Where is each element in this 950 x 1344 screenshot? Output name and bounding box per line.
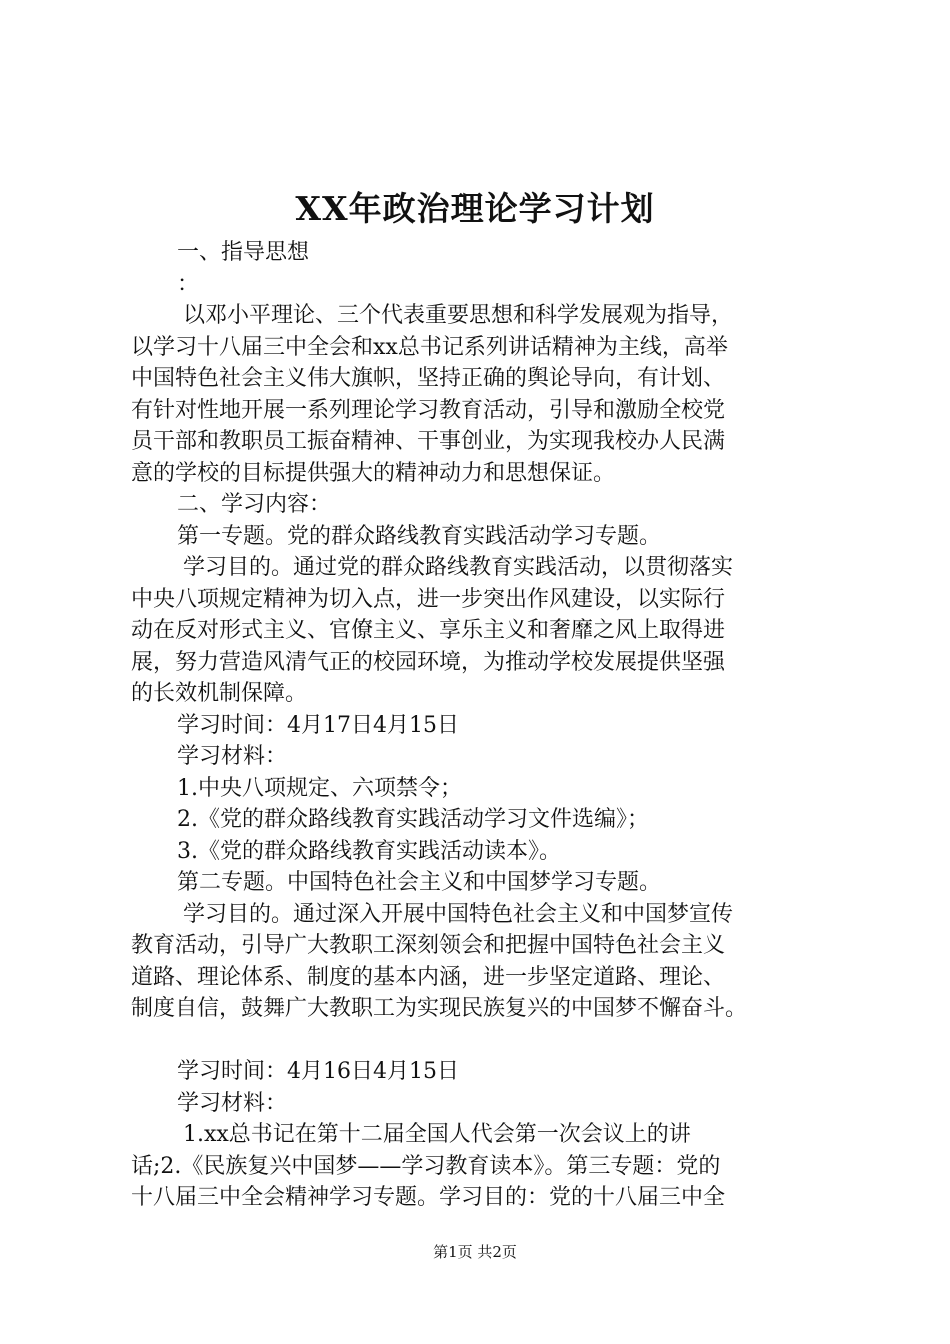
text-line: 意的学校的目标提供强大的精神动力和思想保证。 [131, 460, 616, 486]
study-materials-2: 学习材料： [177, 1090, 288, 1116]
material-item: 2.《党的群众路线教育实践活动学习文件选编》； [177, 807, 649, 832]
text-line: 十八届三中全会精神学习专题。学习目的：党的十八届三中全 [131, 1185, 726, 1210]
section-heading-guiding: 一、指导思想 [177, 240, 310, 265]
study-time-1: 学习时间：4月17日4月15日 [177, 712, 459, 738]
blank-line [131, 1025, 831, 1057]
material-item: 3.《党的群众路线教育实践活动读本》。 [177, 838, 561, 864]
text-line: 学习目的。通过深入开展中国特色社会主义和中国梦宣传 [183, 901, 734, 927]
section-heading-content: 二、学习内容： [177, 492, 332, 517]
text-line: 以邓小平理论、三个代表重要思想和科学发展观为指导， [183, 303, 734, 328]
topic-heading-2: 第二专题。中国特色社会主义和中国梦学习专题。 [177, 870, 662, 895]
document-body [131, 237, 831, 1214]
text-line: 动在反对形式主义、官僚主义、享乐主义和奢靡之风上取得进 [131, 618, 726, 643]
text-line: 教育活动，引导广大教职工深刻领会和把握中国特色社会主义 [131, 933, 726, 958]
text-line: 有针对性地开展一系列理论学习教育活动，引导和激励全校党 [131, 397, 726, 423]
document-title: XX年政治理论学习计划 [295, 189, 655, 228]
text-line: 1.xx总书记在第十二届全国人代会第一次会议上的讲 [183, 1122, 691, 1147]
text-line: 的长效机制保障。 [131, 681, 308, 706]
text-line: 展，努力营造风清气正的校园环境，为推动学校发展提供坚强 [131, 649, 726, 675]
text-line: 道路、理论体系、制度的基本内涵，进一步坚定道路、理论、 [131, 964, 726, 990]
study-time-2: 学习时间：4月16日4月15日 [177, 1059, 459, 1084]
page-footer: 第1页 共2页 [433, 1243, 517, 1261]
text-line: 以学习十八届三中全会和xx总书记系列讲话精神为主线，高举 [131, 334, 728, 360]
text-line: ： [177, 271, 200, 297]
text-line: 学习目的。通过党的群众路线教育实践活动，以贯彻落实 [183, 555, 734, 580]
text-line: 中国特色社会主义伟大旗帜，坚持正确的舆论导向，有计划、 [131, 366, 726, 391]
study-materials-1: 学习材料： [177, 744, 288, 769]
text-line: 制度自信，鼓舞广大教职工为实现民族复兴的中国梦不懈奋斗。 [131, 996, 748, 1021]
text-line: 中央八项规定精神为切入点，进一步突出作风建设，以实际行 [131, 586, 726, 612]
material-item: 1.中央八项规定、六项禁令； [177, 775, 462, 801]
text-line: 话;2.《民族复兴中国梦——学习教育读本》。第三专题：党的 [131, 1153, 721, 1179]
topic-heading-1: 第一专题。党的群众路线教育实践活动学习专题。 [177, 523, 662, 549]
text-line: 员干部和教职员工振奋精神、干事创业，为实现我校办人民满 [131, 429, 726, 454]
